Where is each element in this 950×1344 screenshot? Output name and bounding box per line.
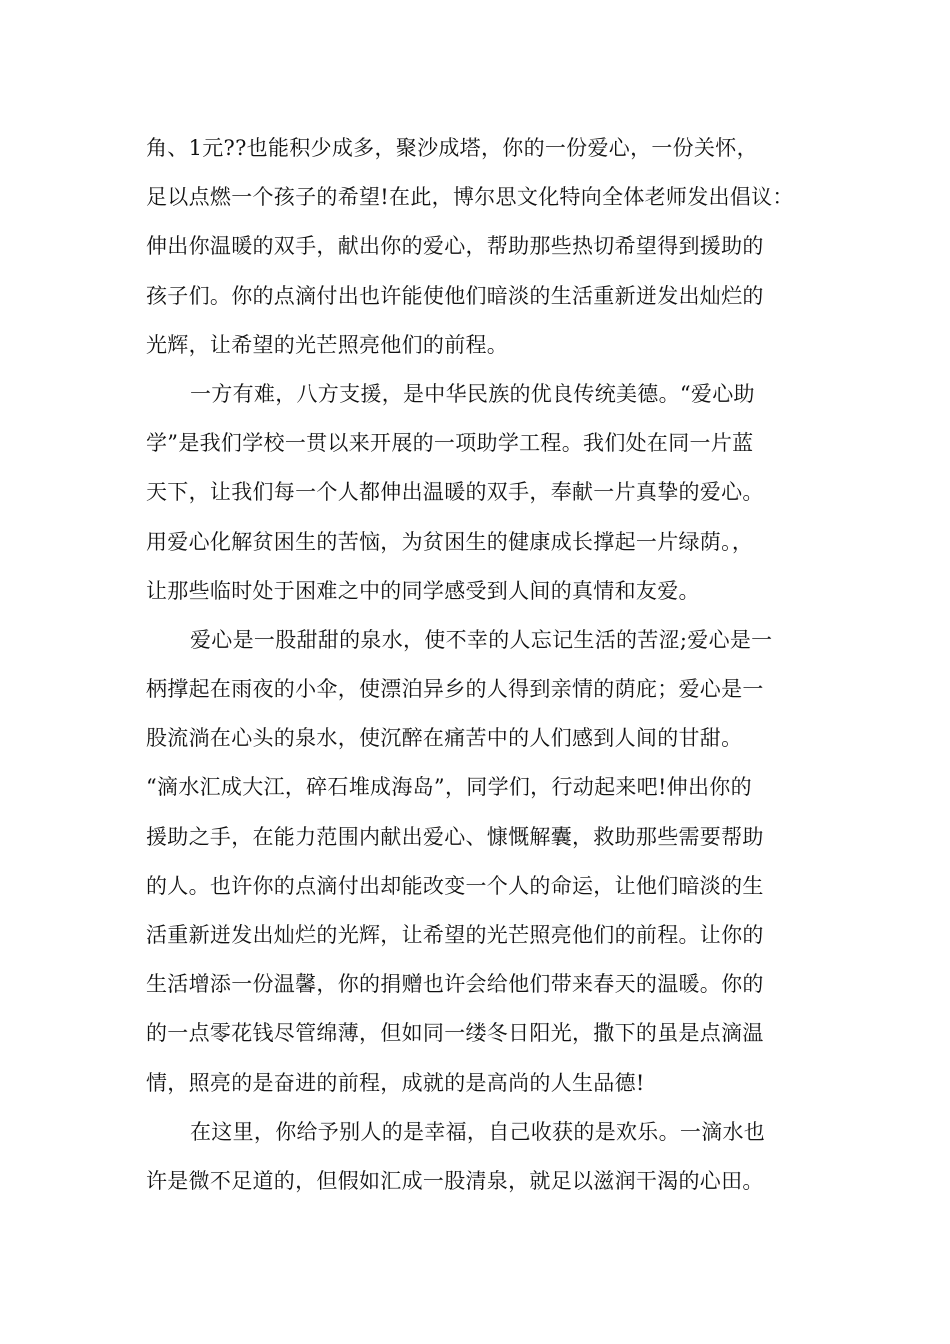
text-line: 股流淌在心头的泉水，使沉醉在痛苦中的人们感到人间的甘甜。 xyxy=(146,726,743,751)
text-line: 天下，让我们每一个人都伸出温暖的双手，奉献一片真挚的爱心。 xyxy=(146,480,764,505)
text-line: 孩子们。你的点滴付出也许能使他们暗淡的生活重新迸发出灿烂的 xyxy=(146,283,764,308)
text-line: 情，照亮的是奋进的前程，成就的是高尚的人生品德! xyxy=(146,1070,645,1095)
text-line: 的人。也许你的点滴付出却能改变一个人的命运，让他们暗淡的生 xyxy=(146,873,764,898)
paragraph-first-line: 一方有难，八方支援，是中华民族的优良传统美德。“爱心助 xyxy=(190,381,755,406)
text-line: 援助之手，在能力范围内献出爱心、慷慨解囊，救助那些需要帮助 xyxy=(146,824,764,849)
text-line: 伸出你温暖的双手，献出你的爱心，帮助那些热切希望得到援助的 xyxy=(146,234,764,259)
text-line: “滴水汇成大江，碎石堆成海岛”，同学们，行动起来吧!伸出你的 xyxy=(146,775,752,800)
text-line: 角、1元??也能积少成多，聚沙成塔，你的一份爱心，一份关怀， xyxy=(146,136,758,160)
text-line: 让那些临时处于困难之中的同学感受到人间的真情和友爱。 xyxy=(146,578,700,603)
text-line: 许是微不足道的，但假如汇成一股清泉，就足以滋润干渴的心田。 xyxy=(146,1168,764,1193)
text-line: 用爱心化解贫困生的苦恼，为贫困生的健康成长撑起一片绿荫。， xyxy=(146,529,754,554)
document-body xyxy=(146,124,810,1206)
text-line: 活重新迸发出灿烂的光辉，让希望的光芒照亮他们的前程。让你的 xyxy=(146,923,764,947)
text-line: 足以点燃一个孩子的希望!在此，博尔思文化特向全体老师发出倡议： xyxy=(146,185,794,210)
text-line: 光辉，让希望的光芒照亮他们的前程。 xyxy=(146,332,509,357)
paragraph-first-line: 在这里，你给予别人的是幸福，自己收获的是欢乐。一滴水也 xyxy=(190,1119,766,1144)
text-line: 的一点零花钱尽管绵薄，但如同一缕冬日阳光，撒下的虽是点滴温 xyxy=(146,1021,764,1046)
text-line: 柄撑起在雨夜的小伞，使漂泊异乡的人得到亲情的荫庇；爱心是一 xyxy=(146,677,764,702)
paragraph-first-line: 爱心是一股甜甜的泉水，使不幸的人忘记生活的苦涩;爱心是一 xyxy=(190,627,773,652)
text-line: 学”是我们学校一贯以来开展的一项助学工程。我们处在同一片蓝 xyxy=(146,431,754,456)
text-line: 生活增添一份温馨，你的捐赠也许会给他们带来春天的温暖。你的 xyxy=(146,972,764,997)
